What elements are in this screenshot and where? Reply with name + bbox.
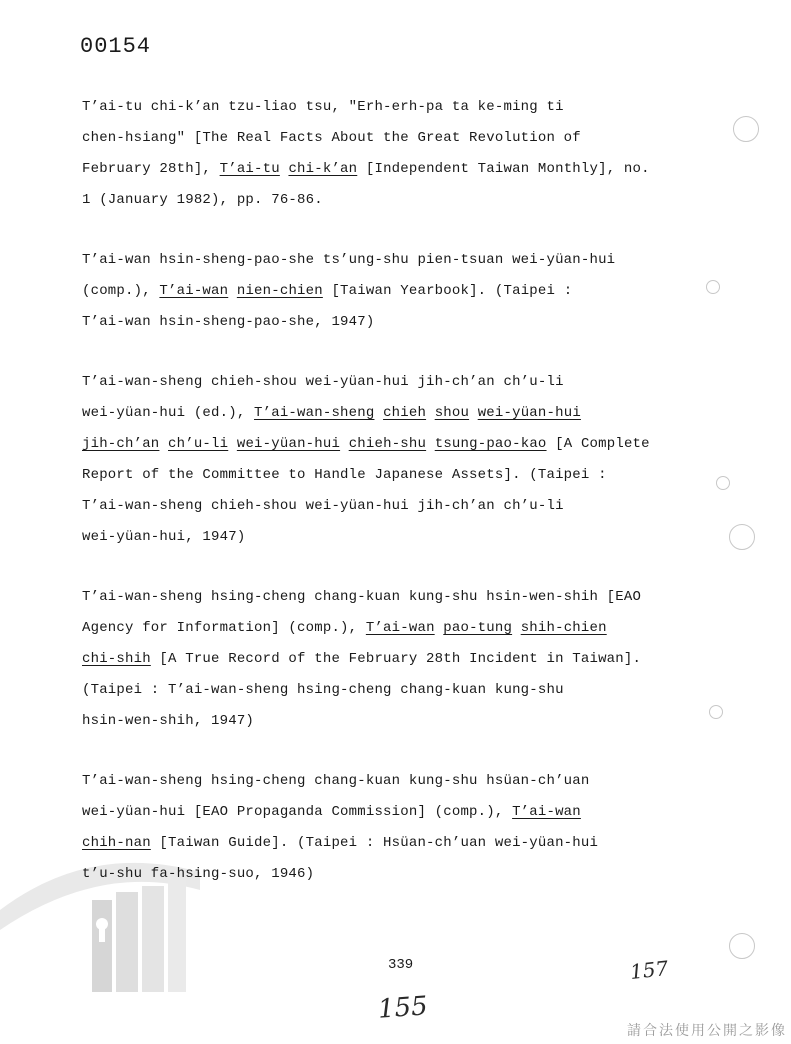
entry-line	[82, 398, 732, 429]
punch-hole	[733, 116, 759, 142]
underlined-title-segment: chieh	[383, 405, 427, 421]
underlined-title-segment: chi-k’an	[288, 161, 358, 177]
text-segment	[228, 283, 237, 299]
entry-line	[82, 828, 732, 859]
text-segment: T’ai-tu chi-k’an tzu-liao tsu, "Erh-erh-pa ta ke-ming ti	[82, 99, 564, 115]
entry-line	[82, 613, 732, 644]
text-segment: T’ai-wan-sheng hsing-cheng chang-kuan kung-shu hsüan-ch’uan	[82, 773, 590, 789]
underlined-title-segment: T’ai-wan	[512, 804, 581, 820]
underlined-title-segment: jih-ch’an	[82, 436, 160, 452]
entry-line	[82, 92, 732, 123]
entry-line	[82, 766, 732, 797]
underlined-title-segment: pao-tung	[443, 620, 513, 636]
text-segment: t’u-shu fa-hsing-suo, 1946)	[82, 866, 315, 882]
entry-line	[82, 123, 732, 154]
entry-line	[82, 675, 732, 706]
punch-hole	[729, 524, 755, 550]
entry-line	[82, 185, 732, 216]
handwritten-note: 157	[628, 956, 670, 984]
watermark-text: 請合法使用公開之影像	[627, 1023, 787, 1039]
entry-line	[82, 582, 732, 613]
text-segment: [Taiwan Yearbook]. (Taipei :	[322, 283, 573, 299]
text-segment	[426, 405, 435, 421]
entry-line	[82, 491, 732, 522]
text-segment	[374, 405, 383, 421]
punch-hole	[729, 933, 755, 959]
text-segment: hsin-wen-shih, 1947)	[82, 713, 255, 729]
text-segment: February 28th],	[82, 161, 220, 177]
entry-line	[82, 706, 732, 737]
text-segment: T’ai-wan-sheng chieh-shou wei-yüan-hui jih-ch’an ch’u-li	[82, 498, 564, 514]
entry-line	[82, 276, 732, 307]
underlined-title-segment: wei-yüan-hui	[477, 405, 581, 421]
text-segment	[435, 620, 444, 636]
entry-line	[82, 245, 732, 276]
text-segment: T’ai-wan-sheng chieh-shou wei-yüan-hui jih-ch’an ch’u-li	[82, 374, 564, 390]
text-segment: [Independent Taiwan Monthly], no.	[357, 161, 650, 177]
entry-line	[82, 460, 732, 491]
entry-line	[82, 367, 732, 398]
bibliography-entry	[82, 245, 732, 338]
text-segment	[340, 436, 349, 452]
handwritten-note: 155	[377, 991, 429, 1025]
entry-line	[82, 307, 732, 338]
bibliography-entry	[82, 92, 732, 216]
text-segment	[159, 436, 168, 452]
text-segment	[512, 620, 521, 636]
underlined-title-segment: T’ai-wan	[365, 620, 435, 636]
bibliography-entry	[82, 367, 732, 553]
underlined-title-segment: chieh-shu	[348, 436, 427, 452]
underlined-title-segment: wei-yüan-hui	[236, 436, 341, 452]
underlined-title-segment: T’ai-tu	[219, 161, 280, 177]
bibliography-entry	[82, 582, 732, 737]
bibliography-list	[82, 92, 732, 919]
entry-line	[82, 644, 732, 675]
document-id: 00154	[80, 34, 152, 59]
entry-line	[82, 154, 732, 185]
text-segment: chen-hsiang" [The Real Facts About the Great Revolution of	[82, 130, 581, 146]
text-segment: [A Complete	[546, 436, 650, 452]
entry-line	[82, 429, 732, 460]
text-segment: wei-yüan-hui [EAO Propaganda Commission] (comp.),	[82, 804, 513, 820]
underlined-title-segment: nien-chien	[236, 283, 323, 299]
text-segment: Agency for Information] (comp.),	[82, 620, 366, 636]
underlined-title-segment: chi-shih	[82, 651, 151, 667]
entry-line	[82, 522, 732, 553]
entry-line	[82, 797, 732, 828]
text-segment: [Taiwan Guide]. (Taipei : Hsüan-ch’uan wei-yüan-hui	[150, 835, 599, 851]
text-segment: (comp.),	[82, 283, 160, 299]
underlined-title-segment: T’ai-wan-sheng	[254, 405, 375, 421]
text-segment	[228, 436, 237, 452]
underlined-title-segment: T’ai-wan	[159, 283, 229, 299]
text-segment: T’ai-wan hsin-sheng-pao-she, 1947)	[82, 314, 375, 330]
bibliography-entry	[82, 766, 732, 890]
text-segment	[469, 405, 478, 421]
text-segment: (Taipei : T’ai-wan-sheng hsing-cheng chang-kuan kung-shu	[82, 682, 564, 698]
text-segment: T’ai-wan hsin-sheng-pao-she ts’ung-shu pien-tsuan wei-yüan-hui	[82, 252, 616, 268]
underlined-title-segment: ch’u-li	[168, 436, 229, 452]
text-segment: Report of the Committee to Handle Japanese Assets]. (Taipei :	[82, 467, 607, 483]
page-number: 339	[388, 957, 414, 973]
text-segment: [A True Record of the February 28th Incident in Taiwan].	[150, 651, 642, 667]
text-segment: wei-yüan-hui (ed.),	[82, 405, 255, 421]
underlined-title-segment: shou	[434, 405, 470, 421]
text-segment	[426, 436, 435, 452]
text-segment: 1 (January 1982), pp. 76-86.	[82, 192, 323, 208]
underlined-title-segment: chih-nan	[82, 835, 151, 851]
text-segment: T’ai-wan-sheng hsing-cheng chang-kuan kung-shu hsin-wen-shih [EAO	[82, 589, 642, 605]
underlined-title-segment: tsung-pao-kao	[434, 436, 547, 452]
entry-line	[82, 859, 732, 890]
underlined-title-segment: shih-chien	[520, 620, 607, 636]
text-segment: wei-yüan-hui, 1947)	[82, 529, 246, 545]
